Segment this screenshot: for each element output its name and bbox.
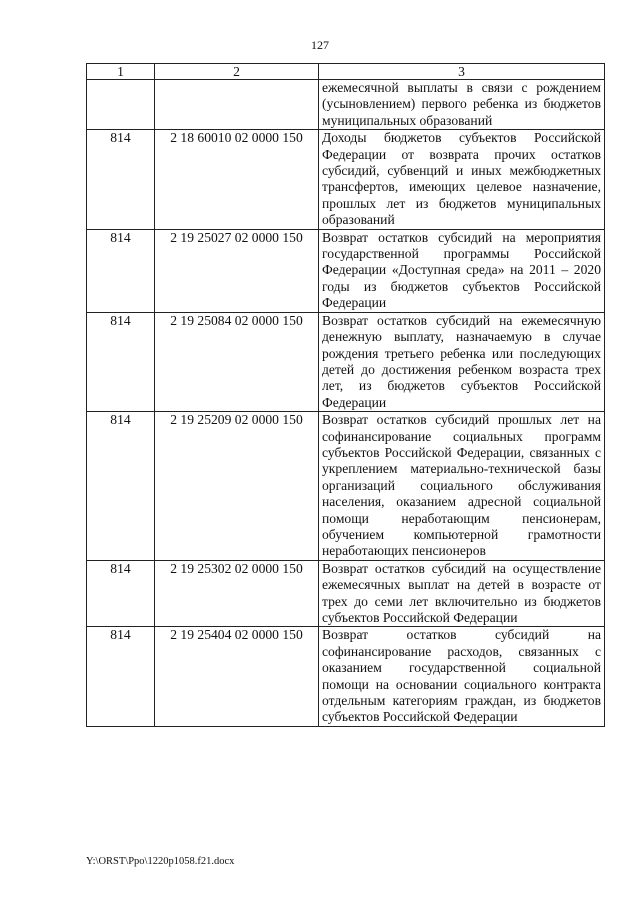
description-cell: Доходы бюджетов субъектов Российской Федерации от возврата прочих остатков субсидий, субвенций и иных межбюджетных трансфертов, имеющих целевое назначение, прошлых лет из бюджетов муниципальных образований: [319, 130, 605, 229]
admin-code-cell: 814: [87, 412, 155, 561]
table-row: [87, 130, 605, 229]
budget-code-cell: 2 19 25027 02 0000 150: [155, 229, 319, 312]
table-header-row: [87, 64, 605, 80]
table-row: [87, 627, 605, 726]
budget-code-cell: [155, 80, 319, 130]
page-number: 127: [311, 38, 329, 52]
admin-code-cell: 814: [87, 312, 155, 411]
description-cell: Возврат остатков субсидий на ежемесячную денежную выплату, назначаемую в случае рождения третьего ребенка или последующих детей до достижения ребенком возраста трех лет, из бюджетов субъектов Российской Федерации: [319, 312, 605, 411]
file-path-footer: Y:\ORST\Ppo\1220p1058.f21.docx: [86, 856, 235, 867]
description-cell: Возврат остатков субсидий на софинансирование расходов, связанных с оказанием государственной социальной помощи на основании социального контракта отдельным категориям граждан, из бюджетов субъектов Российской Федерации: [319, 627, 605, 726]
budget-code-cell: 2 19 25404 02 0000 150: [155, 627, 319, 726]
description-cell: Возврат остатков субсидий на осуществление ежемесячных выплат на детей в возрасте от трех до семи лет включительно из бюджетов субъектов Российской Федерации: [319, 560, 605, 627]
description-cell: Возврат остатков субсидий на мероприятия государственной программы Российской Федерации «Доступная среда» на 2011 – 2020 годы из бюджетов субъектов Российской Федерации: [319, 229, 605, 312]
table-row: [87, 560, 605, 627]
admin-code-cell: 814: [87, 130, 155, 229]
table-row: [87, 80, 605, 130]
description-cell: ежемесячной выплаты в связи с рождением (усыновлением) первого ребенка из бюджетов муниципальных образований: [319, 80, 605, 130]
table-row: [87, 312, 605, 411]
budget-code-cell: 2 18 60010 02 0000 150: [155, 130, 319, 229]
budget-codes-table: [86, 63, 605, 727]
budget-code-cell: 2 19 25302 02 0000 150: [155, 560, 319, 627]
table-row: [87, 412, 605, 561]
budget-code-cell: 2 19 25209 02 0000 150: [155, 412, 319, 561]
budget-code-cell: 2 19 25084 02 0000 150: [155, 312, 319, 411]
column-header-1: 1: [87, 64, 155, 80]
column-header-3: 3: [319, 64, 605, 80]
admin-code-cell: 814: [87, 560, 155, 627]
column-header-2: 2: [155, 64, 319, 80]
admin-code-cell: 814: [87, 627, 155, 726]
admin-code-cell: [87, 80, 155, 130]
admin-code-cell: 814: [87, 229, 155, 312]
description-cell: Возврат остатков субсидий прошлых лет на софинансирование социальных программ субъектов Российской Федерации, связанных с укреплением материально-технической базы организаций социального обслуживания населения, оказанием адресной социальной помощи неработающим пенсионерам, обучением компьютерной грамотности неработающих пенсионеров: [319, 412, 605, 561]
table-row: [87, 229, 605, 312]
